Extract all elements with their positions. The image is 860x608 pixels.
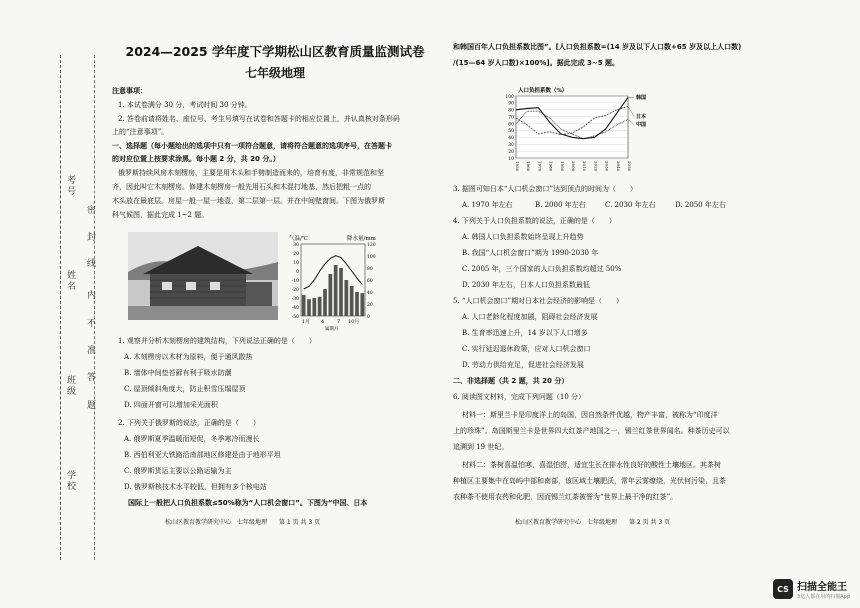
pop-plot-frame	[516, 96, 628, 158]
school-label: 学校	[65, 470, 75, 492]
pop-y-tick-label: 50	[508, 129, 514, 135]
seal-char-8: 题	[85, 400, 95, 411]
pop-x-tick-label: 1980	[548, 161, 554, 172]
question-5: 5. “人口机会窗口”期对日本社会经济的影响是（ ）	[453, 297, 624, 305]
passage-line: 科气候图，据此完成 1~2 题。	[112, 211, 209, 219]
month-tick: 7	[337, 319, 341, 325]
question-3: 3. 据图可知日本“人口机会窗口”达到顶点的时间为（ ）	[453, 185, 638, 193]
question-6: 6. 阅读图文材料，完成下列问题（10 分）	[453, 393, 586, 401]
question-4: 4. 下列关于人口负担系数的说法，正确的是（ ）	[453, 217, 616, 225]
q1-option-c: C. 屋顶倾斜角度大，防止积雪压塌屋顶	[124, 385, 246, 393]
pop-y-tick-label: 80	[508, 108, 514, 114]
climate-chart	[285, 232, 385, 332]
temp-tick-label: 10	[293, 260, 299, 266]
page2-intro-2: /(15—64 岁人口数)×100%]。据此完成 3~5 题。	[453, 59, 620, 67]
seal-char-5: 不	[85, 318, 95, 329]
pop-legend-leader	[628, 119, 634, 124]
scanner-app-name: 扫描全能王	[797, 582, 848, 593]
temp-tick-label: -20	[291, 287, 299, 293]
precip-tick-label: 20	[367, 302, 373, 308]
precip-tick-label: 80	[367, 266, 373, 272]
pop-y-ticks	[505, 94, 514, 162]
page-subtitle: 七年级地理	[244, 66, 305, 80]
notice-header: 注意事项：	[112, 87, 147, 95]
pop-x-tick-label: 1970	[537, 161, 543, 172]
precip-tick-label: 0	[367, 314, 370, 320]
precip-bars	[302, 265, 364, 316]
month-tick: 10月	[348, 319, 360, 325]
pop-legend-label: 中国	[636, 122, 647, 128]
pop-legend-label: 韩国	[636, 95, 647, 101]
precip-bar	[318, 297, 322, 316]
pop-y-tick-label: 40	[508, 136, 514, 142]
page-1-footer: 松山区教育教学研究中心 七年级地理 第 1 页 共 3 页	[165, 519, 321, 526]
passage-b: 国际上一般把人口负担系数≤50%称为“人口机会窗口”。下图为“中国、日本	[128, 499, 368, 507]
q4-option-c: C. 2005 年，三个国家的人口负担系数均超过 50%	[462, 265, 622, 273]
section1-title: 一、选择题（每小题给出的选项中只有一项符合题意，请将符合题意的选项序号，在答题卡	[112, 142, 392, 150]
precip-bar	[350, 286, 354, 316]
scanner-logo-icon: CS	[773, 579, 793, 599]
temp-ticks	[292, 242, 299, 320]
precip-tick-label: 40	[367, 290, 373, 296]
name-label: 姓名	[65, 270, 75, 292]
page-2-footer: 松山区教育教学研究中心 七年级地理 第 2 页 共 3 页	[515, 519, 671, 526]
pop-x-ticks	[515, 161, 632, 172]
pop-y-tick-label: 30	[508, 143, 514, 149]
q5-option-c: C. 实行延迟退休政策，应对人口机会窗口	[462, 345, 591, 353]
pop-legend-leader	[628, 106, 634, 116]
material-2-line: 材料二：茶树喜温怕寒，喜湿怕涝，适宜生长在排水性良好的酸性土壤地区。其茶树	[462, 461, 721, 469]
q5-option-b: B. 生育率迅速上升，14 岁以下人口增多	[462, 329, 588, 337]
seal-char-6: 准	[85, 345, 95, 356]
pop-y-tick-label: 70	[508, 115, 514, 121]
precip-bar	[355, 292, 359, 316]
pop-x-tick-label: 2000	[571, 161, 576, 172]
precip-bar	[339, 268, 343, 316]
pop-y-tick-label: 90	[508, 101, 514, 107]
seal-char-7: 答	[85, 372, 95, 383]
pop-y-tick-label: 100	[505, 94, 514, 100]
binding-line-inner	[94, 55, 95, 560]
temperature-curve	[304, 256, 363, 289]
material-1-line: 追溯到 19 世纪。	[453, 443, 509, 451]
pop-chart-title: 人口负担系数（%）	[518, 88, 568, 94]
pop-x-tick-label: 1950	[515, 161, 520, 172]
population-dependency-chart	[500, 84, 670, 180]
q2-option-d: D. 俄罗斯核技术水平较低，但拥有多个核电站	[124, 483, 267, 491]
precip-bar	[302, 295, 306, 316]
temp-axis-label: 气温/℃	[289, 236, 309, 242]
material-2-line: 种植区主要集中在岛屿中部和南部，该区域土壤肥沃，常年云雾缭绕，光伏何污染，且茶	[453, 477, 726, 485]
q3-option-a: A. 1970 年左右	[462, 201, 513, 209]
pop-y-tick-label: 60	[508, 122, 514, 128]
precip-bar	[323, 289, 327, 316]
temp-tick-label: -50	[291, 314, 299, 320]
notice-2: 2. 答卷前请将姓名、座位号、考生号填写在试卷和答题卡的相应位置上，并认真核对条形码	[118, 115, 400, 123]
binding-line	[60, 55, 61, 560]
precip-bar	[334, 265, 338, 316]
passage-line: 齐，因此叫它木刻楞房。修建木刻楞房一般先用石头和木混打地基，然后把粗一点的	[112, 183, 371, 191]
seal-char-2: 封	[85, 232, 95, 243]
precip-axis-label: 降水量/mm	[347, 236, 376, 242]
section1-title-b: 的对应位置上按要求涂黑。每小题 2 分，共 20 分。）	[112, 155, 280, 163]
pop-x-tick-label: 2030	[604, 161, 610, 172]
q2-option-b: B. 西伯利亚大铁路沿南部地区修建是由于地形平坦	[124, 451, 281, 459]
scanner-watermark	[773, 578, 850, 600]
q2-option-a: A. 俄罗斯夏季温暖而短促，冬季寒冷而漫长	[124, 435, 260, 443]
seal-char-3: 线	[85, 258, 95, 269]
pop-x-tick-label: 2050	[627, 161, 632, 172]
page2-intro-1: 和韩国百年人口负担系数比图”。[人口负担系数=(14 岁及以下人口数+65 岁及以上人口数)	[453, 43, 742, 51]
q3-option-c: C. 2030 年左右	[605, 201, 656, 209]
pop-x-tick-label: 2020	[593, 161, 599, 172]
precip-bar	[307, 299, 311, 316]
class-label: 班级	[65, 375, 75, 397]
pop-x-tick-label: 2010	[582, 161, 588, 172]
passage-line: 木头放在最底层。房屋一般一屋一地壹，第二层第一层。并在中间壁窗间。下图为俄罗斯	[112, 197, 385, 205]
precip-tick-label: 60	[367, 278, 373, 284]
pop-y-tick-label: 20	[508, 149, 514, 155]
pop-legend	[628, 94, 646, 128]
question-1: 1. 观察并分析木刻楞房的建筑结构，下列说法正确的是（ ）	[118, 337, 316, 345]
q5-option-d: D. 劳动力供给充足，促进社会经济发展	[462, 361, 584, 369]
temp-tick-label: -10	[291, 278, 299, 284]
pop-x-tick-label: 1990	[559, 161, 565, 172]
page-title: 2024—2025 学年度下学期松山区教育质量监测试卷	[125, 44, 425, 59]
seal-char-4: 内	[85, 290, 95, 301]
temp-tick-label: 20	[293, 251, 299, 257]
precip-bar	[344, 280, 348, 316]
precip-tick-label: 120	[367, 242, 376, 248]
question-2: 2. 下列关于俄罗斯的说法，正确的是（ ）	[118, 419, 260, 427]
precip-bar	[328, 274, 332, 316]
precip-ticks	[367, 242, 376, 320]
temp-tick-label: -30	[291, 296, 299, 302]
material-2-line: 农种茶不使用农药和化肥，因而锡兰红茶被誉为“世界上最干净的红茶”。	[453, 493, 678, 501]
q3-option-d: D. 2050 年左右	[675, 201, 726, 209]
q4-option-a: A. 韩国人口负担系数始终呈现上升趋势	[462, 233, 584, 241]
exam-number-label: 考号	[65, 175, 75, 197]
q4-option-b: B. 我国“人口机会窗口”期为 1990-2030 年	[462, 249, 599, 257]
precip-tick-label: 100	[367, 254, 376, 260]
temp-tick-label: -40	[291, 305, 299, 311]
q1-option-b: B. 墙体中间垫苔藓有利于吸水防潮	[124, 369, 232, 377]
section2-title: 二、非选择题（共 2 题，共 20 分）	[453, 377, 569, 385]
pop-x-tick-label: 1960	[526, 161, 532, 172]
passage-line: 俄罗斯持续风房木刻楞房，主要是用木头和手劈制造而来的，培育有度，非常规范和坚	[118, 169, 384, 177]
log-house-photo	[128, 232, 278, 320]
q5-option-a: A. 人口老龄化程度加剧，阻碍社会经济发展	[462, 313, 598, 321]
notice-1: 1. 本试卷满分 30 分，考试时间 30 分钟。	[118, 101, 252, 109]
material-1-line: 材料一：斯里兰卡是印度洋上的岛国，因自然条件优越，物产丰富，被称为“印度洋	[462, 411, 718, 419]
temp-tick-label: 0	[296, 269, 299, 275]
q4-option-d: D. 2030 年左右，日本人口负担系数最低	[462, 281, 590, 289]
q2-option-c: C. 俄罗斯货运主要以公路运输为主	[124, 467, 232, 475]
log-house-illustration	[128, 232, 278, 320]
x-axis-title: 属期月	[325, 327, 339, 332]
q1-option-d: D. 四面开窗可以增加采光面积	[124, 401, 218, 409]
pop-x-tick-label: 2040	[615, 161, 621, 172]
q3-option-b: B. 2000 年左右	[535, 201, 586, 209]
pop-y-tick-label: 10	[508, 156, 514, 162]
month-tick: 4	[321, 319, 325, 325]
temp-tick-label: 30	[293, 242, 299, 248]
seal-char-1: 密	[85, 205, 95, 216]
q1-option-a: A. 木刻楞房以木材为原料，便于通风散热	[124, 353, 253, 361]
notice-2b: 上的“注意事项”。	[112, 128, 169, 136]
precip-bar	[360, 293, 364, 316]
material-1-line: 上的珍珠”。岛国斯里兰卡是世界四大红茶产地国之一，锡兰红茶世界闻名。种茶历史可以	[453, 427, 730, 435]
precip-bar	[312, 298, 316, 316]
month-tick: 1月	[302, 319, 311, 325]
pop-legend-label: 日本	[636, 114, 647, 120]
scanner-app-tagline: 3亿人都在用的扫描App	[797, 594, 850, 600]
